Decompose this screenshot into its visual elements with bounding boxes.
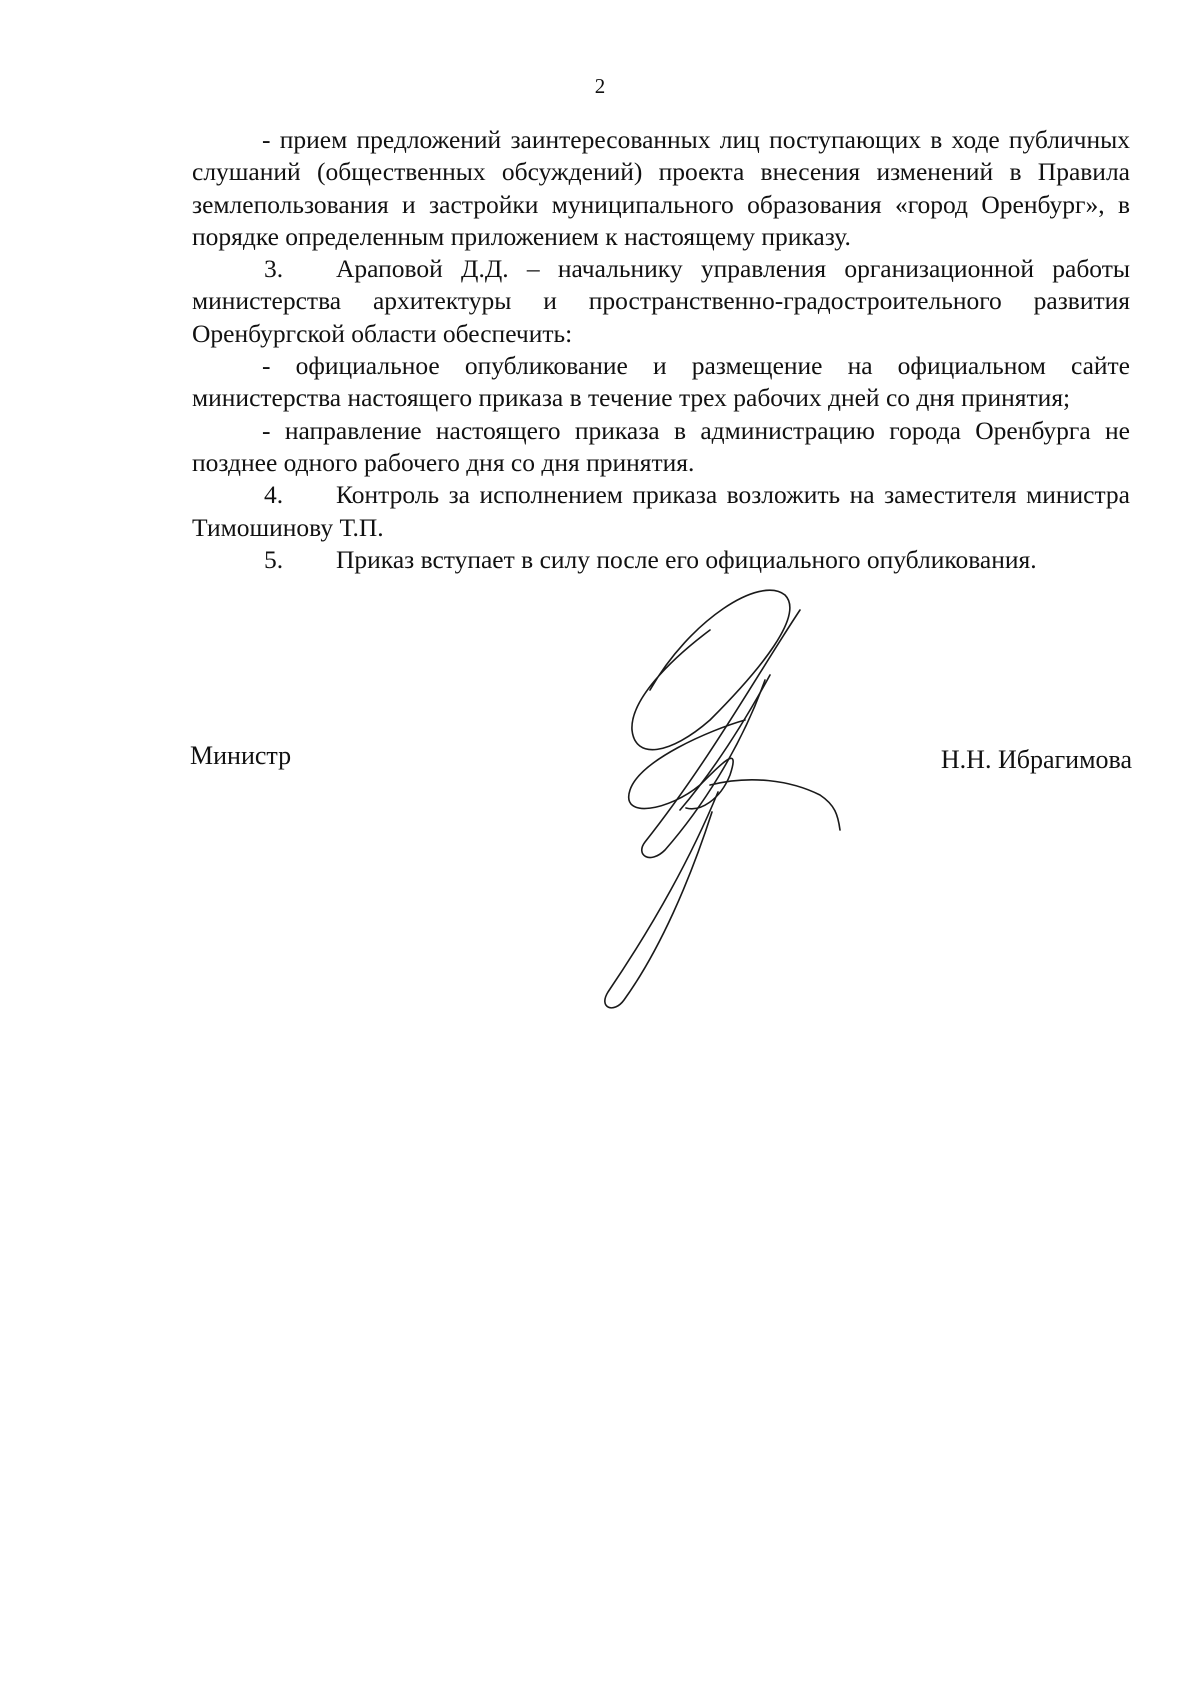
paragraph-number: 5. <box>264 544 284 574</box>
signature-descender <box>605 792 718 1008</box>
signatory-name: Н.Н. Ибрагимова <box>940 745 1132 774</box>
paragraph-text: - официальное опубликование и размещение на официальном сайте министерства настоящего приказа в течение трех рабочих дней со дня принятия; <box>192 351 1130 413</box>
signature-upper-loop <box>632 590 790 749</box>
handwritten-signature <box>590 580 910 1020</box>
paragraph-text: - прием предложений заинтересованных лиц поступающих в ходе публичных слушаний (общественных обсуждений) проекта внесения изменений в Правила землепользования и застройки муниципального образования «город Оренбург», в порядке определенным приложением к настоящему приказу. <box>192 125 1130 251</box>
signature-lower-loop <box>629 720 745 809</box>
signature-main-stroke <box>642 610 800 858</box>
paragraph-number: 4. <box>264 480 284 510</box>
paragraph-bullet-publication <box>192 350 1130 415</box>
signature-tail <box>710 780 840 830</box>
paragraph-item-4 <box>192 479 1130 544</box>
paragraph-item-3 <box>192 253 1130 350</box>
paragraph-text: - направление настоящего приказа в администрацию города Оренбурга не позднее одного рабочего дня со дня принятия. <box>192 415 1130 477</box>
paragraph-bullet-proposals <box>192 124 1130 253</box>
paragraph-number: 3. <box>264 254 284 284</box>
paragraph-item-5 <box>192 544 1130 576</box>
paragraph-text: Араповой Д.Д. – начальнику управления организационной работы министерства архитектуры и пространственно-градостроительного развития Оренбургской области обеспечить: <box>192 254 1130 348</box>
paragraph-text: Контроль за исполнением приказа возложить на заместителя министра Тимошинову Т.П. <box>192 480 1130 542</box>
page-number: 2 <box>594 74 606 98</box>
paragraph-bullet-administration <box>192 415 1130 480</box>
paragraph-text: Приказ вступает в силу после его официального опубликования. <box>336 544 1037 574</box>
signatory-title: Министр <box>190 741 292 770</box>
document-body <box>192 124 1130 576</box>
